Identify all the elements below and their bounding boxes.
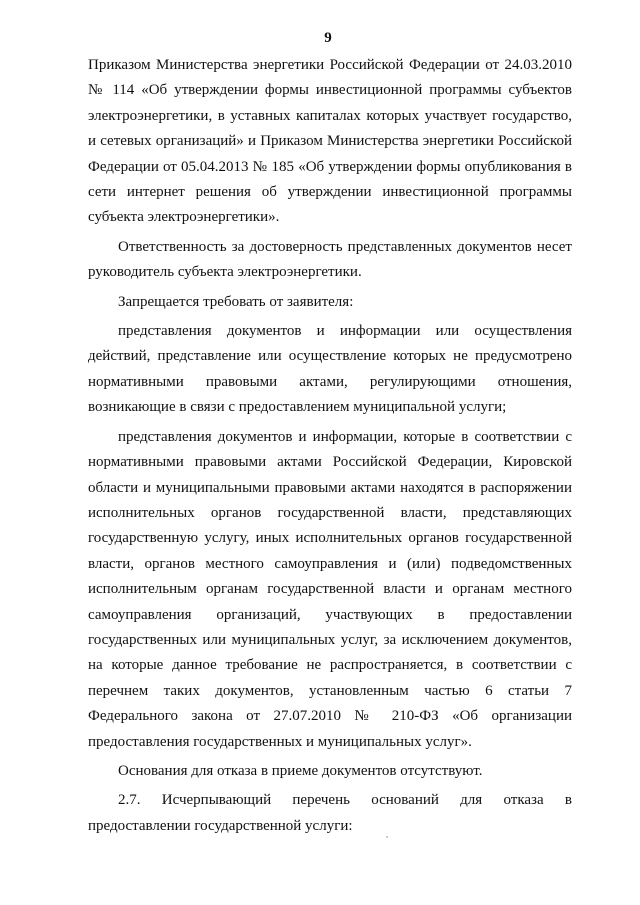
paragraph-prohibition-intro: Запрещается требовать от заявителя: [118,293,354,310]
paragraph-prohibition-item-2: представления документов и информации, которые в соответствии с нормативными правовыми актами Российской Федерации, Кировской области и муниципальными правовыми актами находятся в распоряжении исполнительных органов государственной власти, представляющих государственную услугу, иных исполнительных органов государственной власти, органов местного самоуправления и (или) подведомственных исполнительным органам государственной власти и органам местного самоуправления организаций, участвующих в предоставлении государственных или муниципальных услуг, за исключением документов, на которые данное требование не распространяется, в соответствии с перечнем таких документов, установленным частью 6 статьи 7 Федерального закона от 27.07.2010 № 210-ФЗ «Об организации предоставления государственных и муниципальных услуг». [88,428,572,750]
scan-speck [386,836,388,838]
page-number: 9 [324,30,332,46]
paragraph-section-2-7: 2.7. Исчерпывающий перечень оснований для отказа в предоставлении государственной услуги: [88,792,572,834]
document-body [88,53,572,839]
paragraph-prohibition-item-1: представления документов и информации или осуществления действий, представление или осуществление которых не предусмотрено нормативными правовыми актами, регулирующими отношения, возникающие в связи с предоставлением муниципальной услуги; [88,323,572,416]
paragraph-responsibility: Ответственность за достоверность представленных документов несет руководитель субъекта электроэнергетики. [88,238,572,281]
paragraph-no-refusal-grounds: Основания для отказа в приеме документов отсутствуют. [118,762,483,779]
paragraph-orders-reference: Приказом Министерства энергетики Российской Федерации от 24.03.2010 № 114 «Об утверждении формы инвестиционной программы субъектов электроэнергетики, в уставных капиталах которых участвует государство, и сетевых организаций» и Приказом Министерства энергетики Российской Федерации от 05.04.2013 № 185 «Об утверждении формы опубликования в сети интернет решения об утверждении инвестиционной программы субъекта электроэнергетики». [88,57,572,226]
